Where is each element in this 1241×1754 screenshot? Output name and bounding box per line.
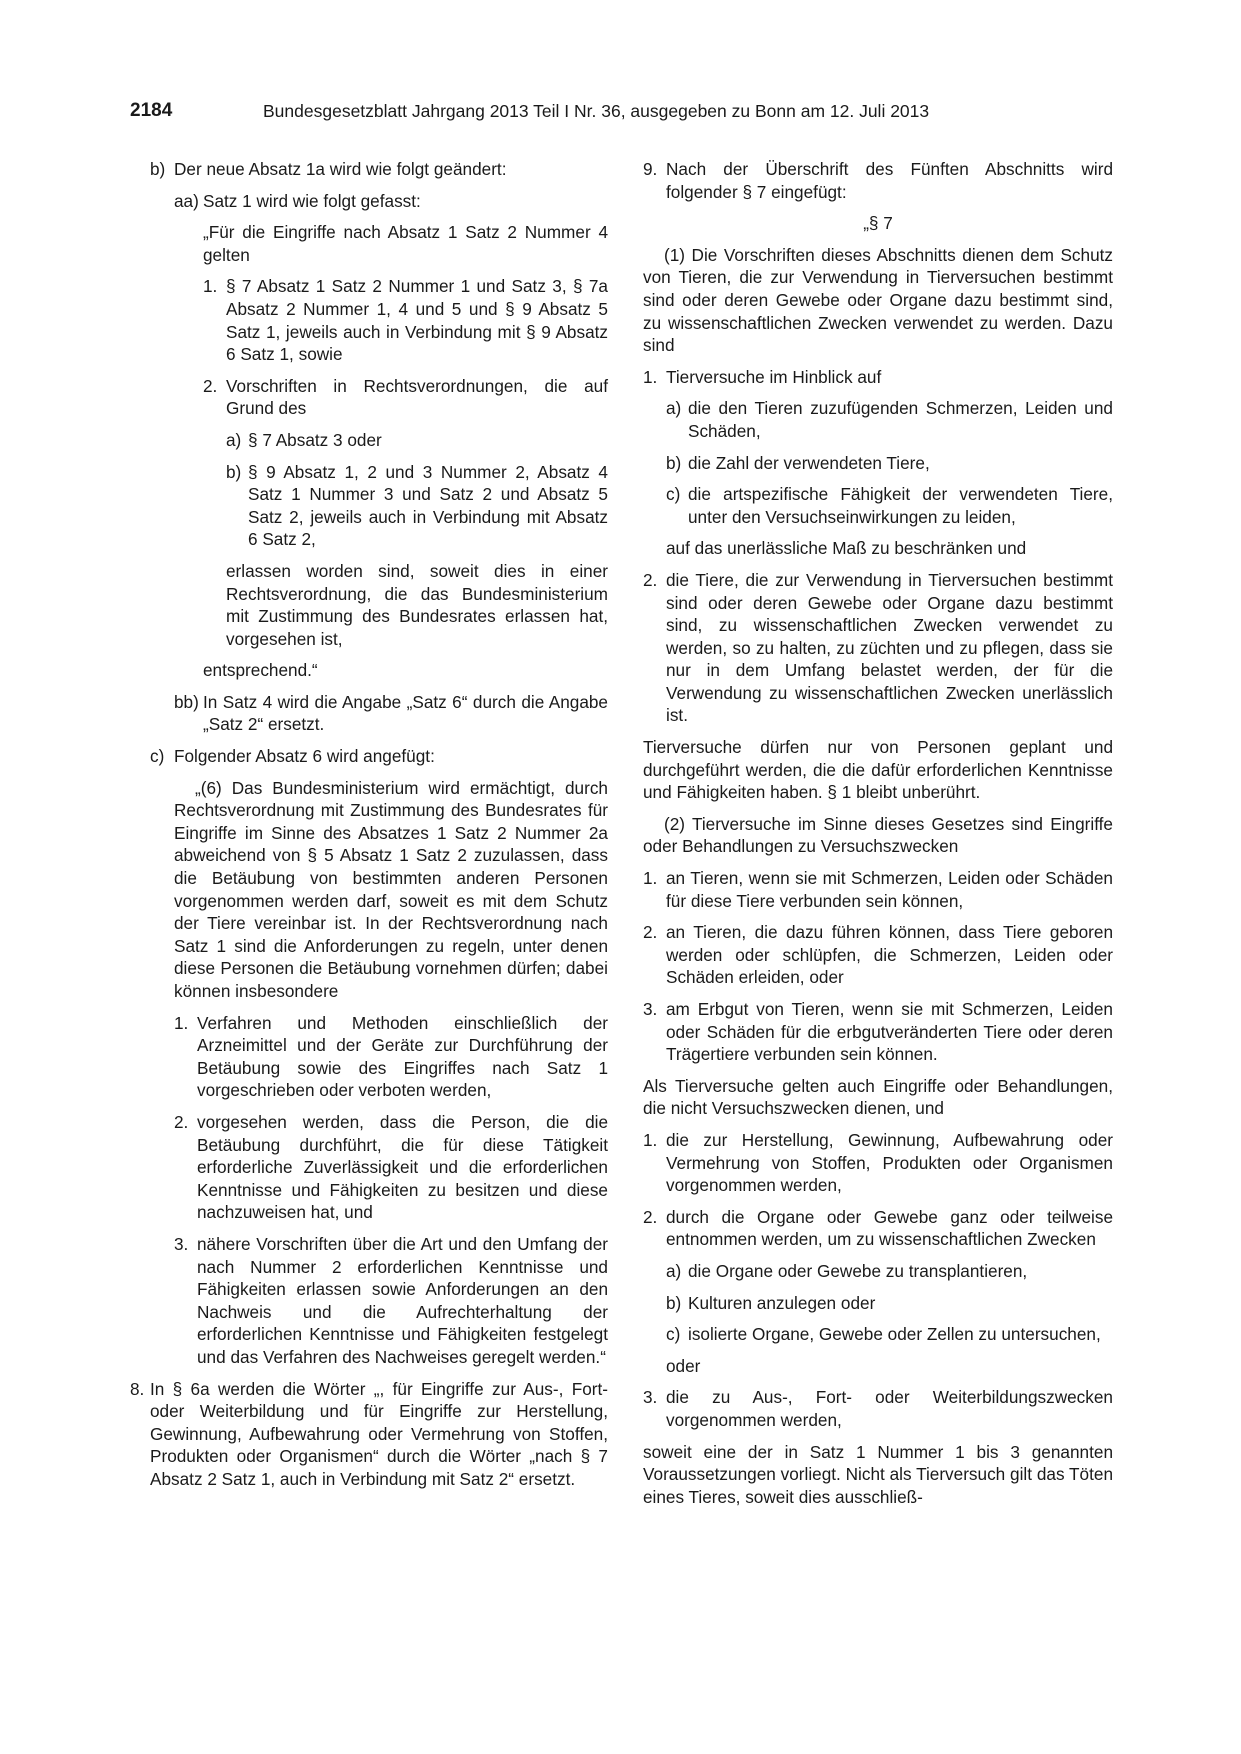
item-marker: b) [666, 452, 682, 473]
list-item [226, 429, 608, 452]
left-column [130, 158, 608, 1499]
quote-intro: „Für die Eingriffe nach Absatz 1 Satz 2 Nummer 4 gelten [203, 222, 608, 265]
paragraph: „(6) Das Bundesministerium wird ermächtigt, durch Rechtsverordnung mit Zustimmung des Bundesrates für Eingriffe im Sinne des Absatzes 1 Satz 2 Nummer 2a abweichend von § 5 Absatz 1 Satz 2 zuzulassen, dass die Betäubung von bestimmten anderen Personen vorgenommen werden darf, soweit es mit dem Schutz der Tiere vereinbar ist. In der Rechtsverordnung nach Satz 1 sind die Anforderungen zu regeln, unter denen diese Personen die Betäubung vornehmen dürfen; dabei können insbesondere [174, 777, 608, 1001]
item-text: Folgender Absatz 6 wird angefügt: [174, 746, 435, 767]
list-item [666, 397, 1113, 442]
list-item [643, 569, 1113, 727]
item-text: vorgesehen werden, dass die Person, die die Betäubung durchführt, die für diese Tätigkeit erforderliche Zuverlässigkeit und die erforderlichen Kenntnisse und Fähigkeiten zu besitzen und diese nachzuweisen hat, und [197, 1111, 608, 1223]
item-text: § 7 Absatz 1 Satz 2 Nummer 1 und Satz 3, § 7a Absatz 2 Nummer 1, 4 und 5 und § 9 Absatz 5 Satz 1, jeweils auch in Verbindung mit § 9 Absatz 6 Satz 1, sowie [226, 276, 608, 365]
list-item [174, 691, 608, 736]
list-item [666, 1260, 1113, 1283]
paragraph: oder [666, 1355, 701, 1376]
page-number: 2184 [130, 100, 173, 121]
list-item [643, 921, 1113, 989]
item-text: isolierte Organe, Gewebe oder Zellen zu untersuchen, [688, 1324, 1101, 1345]
item-marker: 8. [130, 1378, 145, 1399]
list-item [174, 1012, 608, 1102]
list-item [666, 1323, 1113, 1346]
item-text: In § 6a werden die Wörter „, für Eingriffe zur Aus-, Fort- oder Weiterbildung und für Eingriffe zur Herstellung, Gewinnung, Aufbewahrung oder Vermehrung von Stoffen, Produkten oder Organismen“ durch die Wörter „nach § 7 Absatz 2 Satz 1, auch in Verbindung mit Satz 2“ ersetzt. [150, 1378, 608, 1489]
item-marker: 2. [203, 375, 218, 396]
item-marker: b) [666, 1292, 682, 1313]
item-text: die den Tieren zuzufügenden Schmerzen, Leiden und Schäden, [688, 398, 1113, 441]
item-text: Verfahren und Methoden einschließlich der Arzneimittel und der Geräte zur Durchführung der Betäubung sowie des Eingriffes nach Satz 1 vorgeschrieben oder verboten werden, [197, 1012, 608, 1101]
list-item [203, 375, 608, 420]
list-item [643, 867, 1113, 912]
paragraph: erlassen worden sind, soweit dies in einer Rechtsverordnung, die das Bundesministerium mit Zustimmung des Bundesrates erlassen hat, vorgesehen ist, [226, 560, 608, 649]
item-marker: 2. [643, 1206, 658, 1227]
item-text: § 7 Absatz 3 oder [248, 429, 382, 450]
item-marker: c) [666, 1324, 681, 1345]
list-item [226, 461, 608, 551]
item-text: durch die Organe oder Gewebe ganz oder teilweise entnommen werden, um zu wissenschaftlichen Zwecken [666, 1206, 1113, 1250]
item-marker: 1. [643, 1129, 658, 1150]
list-item [174, 1111, 608, 1224]
item-marker: b) [226, 461, 242, 482]
list-item [643, 1206, 1113, 1251]
list-item [643, 1129, 1113, 1197]
item-text: Satz 1 wird wie folgt gefasst: [203, 190, 421, 211]
item-marker: 9. [643, 159, 658, 179]
paragraph: Tierversuche dürfen nur von Personen geplant und durchgeführt werden, die die dafür erforderlichen Kenntnisse und Fähigkeiten haben. § 1 bleibt unberührt. [643, 737, 1113, 803]
item-marker: c) [666, 484, 681, 505]
list-item [150, 158, 608, 181]
list-item [203, 275, 608, 365]
list-item [666, 452, 1113, 475]
item-marker: 2. [643, 922, 658, 943]
item-marker: a) [666, 1260, 682, 1281]
item-text: Vorschriften in Rechtsverordnungen, die auf Grund des [226, 375, 608, 419]
item-text: die Organe oder Gewebe zu transplantieren, [688, 1260, 1028, 1281]
item-marker: 2. [643, 569, 658, 590]
item-marker: 1. [203, 276, 218, 297]
item-text: die artspezifische Fähigkeit der verwendeten Tiere, unter den Versuchseinwirkungen zu leiden, [688, 484, 1113, 527]
item-text: am Erbgut von Tieren, wenn sie mit Schmerzen, Leiden oder Schäden für die erbgutveränderten Tiere oder deren Trägertiere verbunden sein können. [666, 999, 1113, 1065]
paragraph: (2) Tierversuche im Sinne dieses Gesetzes sind Eingriffe oder Behandlungen zu Versuchszwecken [643, 813, 1113, 857]
item-marker: bb) [174, 691, 199, 712]
list-item [666, 483, 1113, 528]
item-marker: 1. [643, 868, 658, 889]
list-item [150, 745, 608, 768]
quote-end: entsprechend.“ [203, 660, 318, 681]
item-text: die Zahl der verwendeten Tiere, [688, 452, 930, 473]
item-text: § 9 Absatz 1, 2 und 3 Nummer 2, Absatz 4 Satz 1 Nummer 3 und Satz 2 und Absatz 5 Satz 2, jeweils auch in Verbindung mit Absatz 6 Satz 2, [248, 461, 608, 550]
list-item [643, 158, 1113, 203]
item-text: In Satz 4 wird die Angabe „Satz 6“ durch die Angabe „Satz 2“ ersetzt. [203, 691, 608, 735]
item-text: Kulturen anzulegen oder [688, 1292, 876, 1313]
item-text: Tierversuche im Hinblick auf [666, 366, 882, 387]
paragraph: (1) Die Vorschriften dieses Abschnitts dienen dem Schutz von Tieren, die zur Verwendung in Tierversuchen bestimmt sind oder deren Gewebe oder Organe dazu bestimmt sind, zu wissenschaftlichen Zwecken verwendet zu werden. Dazu sind [643, 244, 1113, 356]
item-text: die zur Herstellung, Gewinnung, Aufbewahrung oder Vermehrung von Stoffen, Produkten oder Organismen vorgenommen werden, [666, 1129, 1113, 1196]
item-marker: c) [150, 746, 165, 767]
item-text: nähere Vorschriften über die Art und den Umfang der nach Nummer 2 erforderlichen Kenntnisse und Fähigkeiten erlassen sowie Anforderungen an den Nachweis und die Aufrechterhaltung der erforderlichen Kenntnisse und Fähigkeiten festgelegt und das Verfahren des Nachweises geregelt werden.“ [197, 1233, 608, 1367]
list-item [643, 1386, 1113, 1431]
item-marker: 3. [174, 1233, 189, 1254]
list-item [174, 1233, 608, 1369]
item-text: Der neue Absatz 1a wird wie folgt geändert: [174, 159, 507, 179]
list-item [666, 1292, 1113, 1315]
list-item [643, 998, 1113, 1066]
list-item [643, 366, 1113, 389]
item-marker: b) [150, 159, 166, 179]
item-marker: 2. [174, 1111, 189, 1132]
list-item [174, 190, 608, 213]
item-text: Nach der Überschrift des Fünften Abschnitts wird folgender § 7 eingefügt: [666, 159, 1113, 202]
item-text: die Tiere, die zur Verwendung in Tierversuchen bestimmt sind oder deren Gewebe oder Organe dazu bestimmt sind, zu wissenschaftlichen Zwecken verwendet zu werden, so zu halten, zu züchten und zu pflegen, dass sie nur in dem Umfang belastet werden, der für die Verwendung zu wissenschaftlichen Zwecken unerlässlich ist. [666, 569, 1113, 726]
right-column [643, 158, 1113, 1517]
paragraph: soweit eine der in Satz 1 Nummer 1 bis 3 genannten Voraussetzungen vorliegt. Nicht als Tierversuch gilt das Töten eines Tieres, soweit dies ausschließ- [643, 1441, 1113, 1507]
item-text: die zu Aus-, Fort- oder Weiterbildungszwecken vorgenommen werden, [666, 1387, 1113, 1430]
item-marker: 1. [643, 366, 658, 387]
item-marker: 3. [643, 999, 658, 1019]
gazette-title: Bundesgesetzblatt Jahrgang 2013 Teil I Nr. 36, ausgegeben zu Bonn am 12. Juli 2013 [263, 101, 930, 121]
item-text: an Tieren, die dazu führen können, dass Tiere geboren werden oder schlüpfen, die Schmerzen, Leiden oder Schäden erleiden, oder [666, 922, 1113, 988]
paragraph: Als Tierversuche gelten auch Eingriffe oder Behandlungen, die nicht Versuchszwecken dienen, und [643, 1075, 1113, 1119]
item-marker: a) [666, 398, 682, 419]
item-marker: 1. [174, 1012, 189, 1033]
paragraph: auf das unerlässliche Maß zu beschränken und [666, 538, 1027, 559]
list-item [130, 1378, 608, 1491]
section-heading: „§ 7 [863, 213, 893, 234]
item-marker: a) [226, 429, 242, 450]
item-marker: aa) [174, 190, 199, 211]
item-marker: 3. [643, 1387, 658, 1408]
item-text: an Tieren, wenn sie mit Schmerzen, Leiden oder Schäden für diese Tiere verbunden sein können, [666, 868, 1113, 911]
page-header [130, 100, 1120, 130]
